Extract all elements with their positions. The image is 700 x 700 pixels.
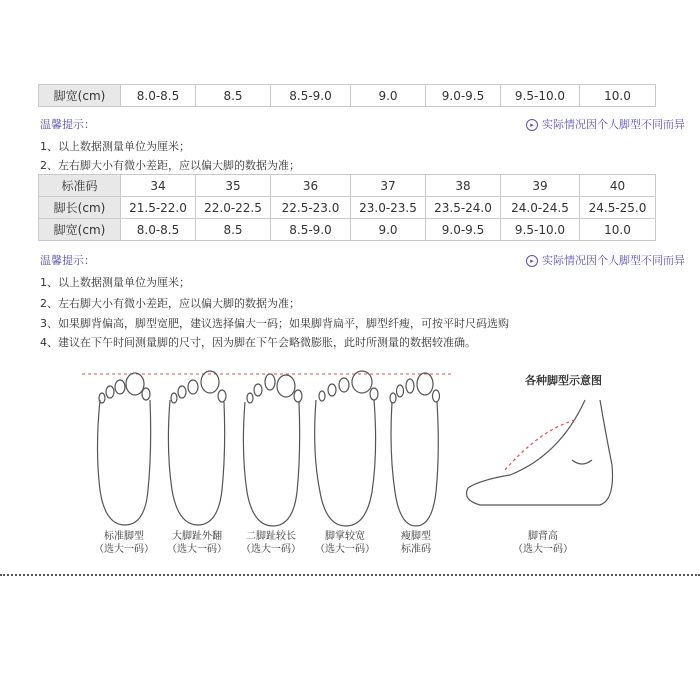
table-row-width: [39, 85, 656, 107]
foot-name: 脚背高: [528, 531, 558, 542]
table-cell: 8.5: [196, 219, 271, 241]
arrow-circle-icon: ▸: [526, 255, 538, 267]
foot-high-instep-icon: [467, 400, 613, 505]
note-text: [526, 116, 685, 132]
table-cell: 10.0: [580, 85, 656, 107]
foot-advice: （选大一码）: [513, 544, 573, 555]
table-cell: 40: [580, 175, 656, 197]
table-cell: 9.5-10.0: [501, 85, 580, 107]
table-row-width: [39, 219, 656, 241]
table-cell: 24.5-25.0: [580, 197, 656, 219]
row-label: 脚宽(cm): [39, 85, 121, 107]
table-cell: 24.0-24.5: [501, 197, 580, 219]
foot-caption: [84, 530, 164, 556]
table-cell: 10.0: [580, 219, 656, 241]
tip-line: 1、以上数据测量单位为厘米；: [40, 140, 190, 153]
foot-name: 脚掌较宽: [325, 531, 365, 542]
table-cell: 9.0-9.5: [426, 219, 501, 241]
table-cell: 22.5-23.0: [271, 197, 351, 219]
foot-long-second-toe-icon: [243, 374, 302, 526]
size-table: [38, 174, 656, 241]
figure-title: 各种脚型示意图: [525, 374, 602, 387]
note-label: 实际情况因个人脚型不同而异: [542, 118, 685, 131]
row-label: 标准码: [39, 175, 121, 197]
instep-caption: [503, 530, 583, 556]
tip-line: 4、建议在下午时间测量脚的尺寸，因为脚在下午会略微膨胀，此时所测量的数据较准确。: [40, 336, 476, 349]
foot-name: 瘦脚型: [401, 531, 431, 542]
table-cell: 9.0: [351, 219, 426, 241]
table-cell: 21.5-22.0: [121, 197, 196, 219]
foot-caption: [231, 530, 311, 556]
table-cell: 9.0-9.5: [426, 85, 501, 107]
table-cell: 8.0-8.5: [121, 85, 196, 107]
arrow-circle-icon: ▸: [526, 119, 538, 131]
table-cell: 34: [121, 175, 196, 197]
table-cell: 38: [426, 175, 501, 197]
foot-caption: [305, 530, 385, 556]
tip-line: 3、如果脚背偏高，脚型宽肥，建议选择偏大一码；如果脚背扁平，脚型纤瘦，可按平时尺码选购: [40, 317, 509, 330]
row-label: 脚宽(cm): [39, 219, 121, 241]
top-size-table: [38, 84, 656, 107]
foot-caption: [157, 530, 237, 556]
foot-advice: （选大一码）: [241, 544, 301, 555]
note-label: 实际情况因个人脚型不同而异: [542, 254, 685, 267]
tips-title: 温馨提示：: [40, 254, 95, 267]
foot-name: 大脚趾外翻: [172, 531, 222, 542]
row-label: 脚长(cm): [39, 197, 121, 219]
table-cell: 23.5-24.0: [426, 197, 501, 219]
dotted-divider: [0, 574, 700, 576]
table-cell: 8.5: [196, 85, 271, 107]
table-cell: 9.0: [351, 85, 426, 107]
foot-name: 二脚趾较长: [246, 531, 296, 542]
foot-advice: （选大一码）: [167, 544, 227, 555]
foot-advice: （选大一码）: [94, 544, 154, 555]
foot-advice: （选大一码）: [315, 544, 375, 555]
table-cell: 8.0-8.5: [121, 219, 196, 241]
foot-name: 标准脚型: [104, 531, 144, 542]
table-cell: 23.0-23.5: [351, 197, 426, 219]
foot-standard-icon: [98, 373, 151, 525]
foot-caption: [376, 530, 456, 556]
table-cell: 37: [351, 175, 426, 197]
table-cell: 36: [271, 175, 351, 197]
table-row-size: [39, 175, 656, 197]
tip-line: 2、左右脚大小有微小差距，应以偏大脚的数据为准；: [40, 159, 300, 172]
foot-slim-icon: [390, 373, 440, 526]
table-cell: 35: [196, 175, 271, 197]
tip-line: 2、左右脚大小有微小差距，应以偏大脚的数据为准；: [40, 297, 300, 310]
table-cell: 8.5-9.0: [271, 219, 351, 241]
foot-wide-sole-icon: [315, 371, 378, 526]
foot-advice: 标准码: [401, 544, 431, 555]
note-text: [526, 252, 685, 268]
table-row-length: [39, 197, 656, 219]
table-cell: 9.5-10.0: [501, 219, 580, 241]
table-cell: 22.0-22.5: [196, 197, 271, 219]
table-cell: 39: [501, 175, 580, 197]
tip-line: 1、以上数据测量单位为厘米；: [40, 276, 190, 289]
table-cell: 8.5-9.0: [271, 85, 351, 107]
tips-title: 温馨提示：: [40, 118, 95, 131]
foot-bunion-icon: [168, 371, 226, 525]
